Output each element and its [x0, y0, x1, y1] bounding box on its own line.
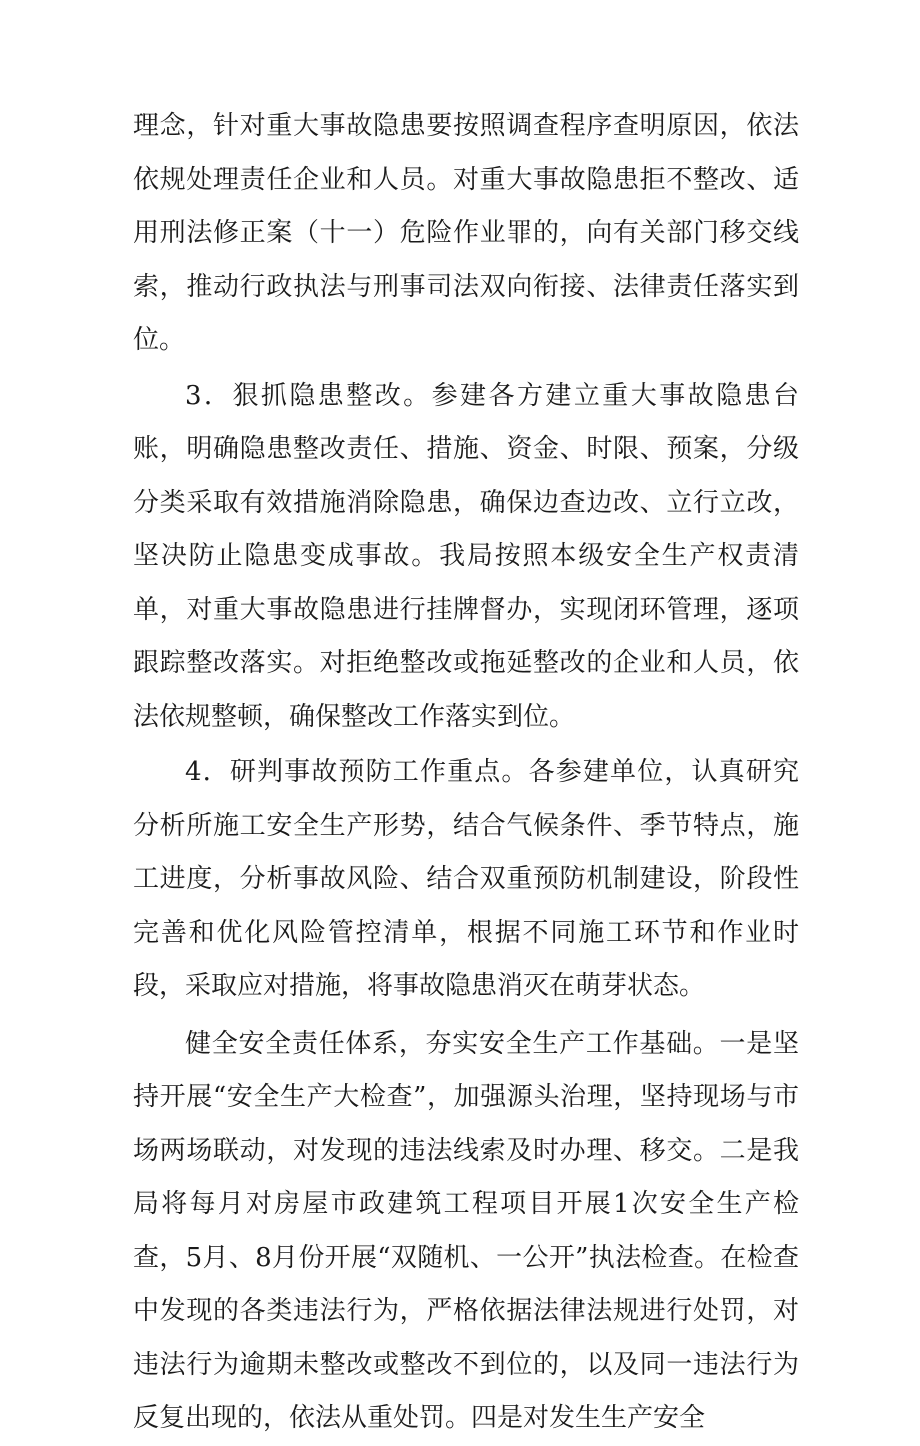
paragraph-continuation: 理念，针对重大事故隐患要按照调查程序查明原因，依法依规处理责任企业和人员。对重大事故隐患拒不整改、适用刑法修正案（十一）危险作业罪的，向有关部门移交线索，推动行政执法与刑事司法双向衔接、法律责任落实到位。: [133, 111, 799, 355]
paragraph-accident-prevention: 4．研判事故预防工作重点。各参建单位，认真研究分析所施工安全生产形势，结合气候条件、季节特点，施工进度，分析事故风险、结合双重预防机制建设，阶段性完善和优化风险管控清单，根据不同施工环节和作业时段，采取应对措施，将事故隐患消灭在萌芽状态。: [133, 757, 799, 1001]
paragraph-responsibility-system: 健全安全责任体系，夯实安全生产工作基础。一是坚持开展“安全生产大检查”，加强源头治理，坚持现场与市场两场联动，对发现的违法线索及时办理、移交。二是我局将每月对房屋市政建筑工程项目开展1次安全生产检查，5月、8月份开展“双随机、一公开”执法检查。在检查中发现的各类违法行为，严格依据法律法规进行处罚，对违法行为逾期未整改或整改不到位的，以及同一违法行为反复出现的，依法从重处罚。四是对发生生产安全: [133, 1028, 799, 1433]
paragraph-rectify-hazards: 3．狠抓隐患整改。参建各方建立重大事故隐患台账，明确隐患整改责任、措施、资金、时限、预案，分级分类采取有效措施消除隐患，确保边查边改、立行立改，坚决防止隐患变成事故。我局按照本级安全生产权责清单，对重大事故隐患进行挂牌督办，实现闭环管理，逐项跟踪整改落实。对拒绝整改或拖延整改的企业和人员，依法依规整顿，确保整改工作落实到位。: [133, 380, 799, 732]
document-body: [133, 100, 799, 1446]
